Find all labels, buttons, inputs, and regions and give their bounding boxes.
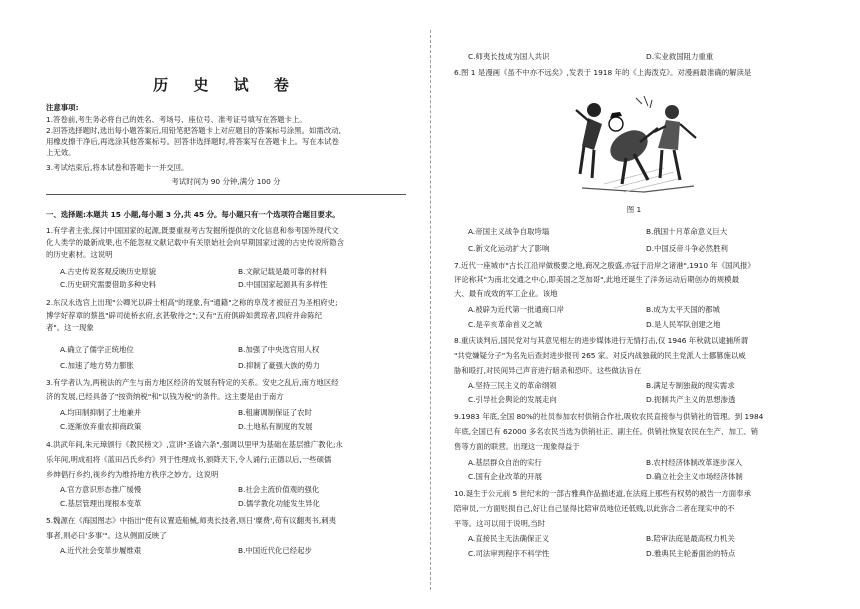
option-d: D.确立社会主义市场经济体制 [646, 472, 743, 481]
option-c: C.新文化运动扩大了影响 [468, 244, 550, 253]
section-rule [46, 194, 406, 195]
question-line: 乡绅倡行乡约,视乡约为维持地方秩序之妙方。这说明 [46, 470, 219, 479]
option-c: C.司法审判程序不科学性 [468, 549, 550, 558]
option-d: D.中国反帝斗争必然胜利 [646, 244, 728, 253]
option-c: C.师夷长技成为国人共识 [468, 52, 550, 61]
page-title: 历 史 试 卷 [153, 76, 299, 94]
option-b: B.成为太平天国的都城 [646, 305, 720, 314]
option-b: B.文献记载是最可靠的材料 [238, 267, 327, 276]
option-a: A.被辟为近代第一批通商口岸 [468, 305, 564, 314]
notes-line: 2.回答选择题时,选出每小题答案后,用铅笔把答题卡上对应题目的答案标号涂黑。如需改动, [46, 126, 341, 135]
option-a: A.坚持三民主义的革命纲领 [468, 381, 557, 390]
question-line: 7.近代一座城市"古长江沿岸做极要之地,商况之殷盛,亦冠于沿岸之诸港",1910 年《国风报》 [454, 261, 755, 270]
question-line: 售等方面的联营。出现这一现象得益于 [454, 442, 580, 451]
notes-line: 3.考试结束后,将本试卷和答题卡一并交回。 [46, 163, 189, 172]
column-divider [430, 30, 431, 590]
option-b: B.陪审法庭是最高权力机关 [646, 534, 735, 543]
notes-line: 用橡皮擦干净后,再选涂其他答案标号。回答非选择题时,将答案写在答题卡上。写在本试卷 [46, 137, 339, 146]
option-a: A.直接民主无法确保正义 [468, 534, 550, 543]
question-line: 平等。这可以用于说明,当时 [454, 519, 546, 528]
option-a: A.官方意识形态推广缓慢 [60, 485, 142, 494]
question-line: 济的发展,已经具备了"按资纳税"和"以钱为税"的条件。这主要是由于南方 [46, 392, 284, 401]
question-line: 胁和殴打,对民间异己声音进行暗杀和恐吓。这些做法旨在 [454, 366, 642, 375]
option-d: D.土地私有制度的发展 [238, 422, 313, 431]
cartoon-figure [574, 88, 702, 200]
question-line: 4.洪武年间,朱元璋颁行《教民榜文》,宣讲"圣谕六条",强调以里甲为基础在基层推广教化;永 [46, 440, 343, 449]
option-c: C.逐渐放弃重农抑商政策 [60, 422, 142, 431]
question-line: 9.1983 年底,全国 80%的社员参加农村供销合作社,吸收农民直接参与供销社的管理。到 1984 [454, 412, 764, 421]
question-line: 5.魏源在《海国图志》中指出"使有议置造船械,师夷长技者,则日'糜费',苟有议翻夷书,刺夷 [46, 516, 336, 525]
exam-time: 考试时间为 90 分钟,满分 100 分 [171, 177, 281, 186]
question-line: 者"。这一现象 [46, 323, 94, 332]
question-line: 的历史素材。这说明 [46, 250, 113, 259]
question-line: 事者,则必曰'多事'"。这从侧面反映了 [46, 531, 167, 540]
option-d: D.抑制了豪强大族的势力 [238, 361, 320, 370]
option-d: D.雅典民主轮番面治的特点 [646, 549, 736, 558]
notes-line: 上无效。 [46, 148, 76, 157]
option-b: B.农村经济体制改革逐步深入 [646, 458, 743, 467]
figure-caption: 图 1 [626, 205, 642, 214]
option-b: B.社会主流价值观的强化 [238, 485, 320, 494]
option-b: B.满足专制独裁的现实需求 [646, 381, 735, 390]
question-line: 3.有学者认为,两税法的产生与南方地区经济的发展有特定的关系。安史之乱后,南方地区经 [46, 378, 339, 387]
question-line: 化人类学的最新成果,也不能忽视文献记载中有关原始社会向早期国家过渡的古史传说所隐含 [46, 238, 344, 247]
option-b: B.租庸调制保证了农时 [238, 408, 312, 417]
question-line: 1.有学者主张,探讨中国国家的起源,既要重视考古发掘所提供的文化信息和参考国外现代文 [46, 226, 339, 235]
option-a: A.基层群众自治的实行 [468, 458, 542, 467]
question-line: 评论称其"为南北交通之中心,即美国之芝加哥",此地还诞生了洋务运动后期创办的规模最 [454, 275, 739, 284]
question-line: "共党嫌疑分子"为名先后查封进步报刊 265 家。对反内战独裁的民主党派人士挪篡施以威 [454, 351, 746, 360]
question-line: 6.图 1 是漫画《虽不中亦不远矣》,发表于 1918 年的《上海泼克》。对漫画最准确的解读是 [454, 68, 752, 77]
notes-heading: 注意事项: [46, 103, 79, 112]
question-line: 大、最有成效的军工企业。该地 [454, 289, 558, 298]
option-c: C.引导社会舆论的发展走向 [468, 395, 557, 404]
option-c: C.历史研究需要借助多种史料 [60, 280, 157, 289]
option-a: A.近代社会变革步履维艰 [60, 546, 142, 555]
question-line: 乐年间,明成祖将《蓝田吕氏乡约》列于性理成书,颁降天下,令人诵行;正德以后,一些硕儒 [46, 455, 332, 464]
question-line: 10.诞生于公元前 5 世纪末的一部古雅典作品描述道,在法庭上那些有权势的被告一方面奉承 [454, 489, 751, 498]
question-line: 2.东汉永选官上出现"公卿光以辟士相高"的现象,有"通籍"之称的阜茂才被征召为圣相府史; [46, 298, 338, 307]
section-heading: 一、选择题:本题共 15 小题,每小题 3 分,共 45 分。每小题只有一个选项符合题目要求。 [46, 210, 340, 219]
option-b: B.俄国十月革命意义巨大 [646, 227, 728, 236]
option-c: C.国有企业改革的开展 [468, 472, 543, 481]
question-line: 8.重庆谈判后,国民党对与其意见相左的进步媒体进行无情打击,仅 1946 年秋就以逮捕所谓 [454, 336, 748, 345]
option-d: D.中国国家起源具有多样性 [238, 280, 328, 289]
option-a: A.古史传说客观反映历史原貌 [60, 267, 156, 276]
option-d: D.扼制共产主义的思想渗透 [646, 395, 736, 404]
option-a: A.确立了儒学正统地位 [60, 345, 134, 354]
option-c: C.基层管理出现根本变革 [60, 499, 142, 508]
option-d: D.是人民军队创建之地 [646, 320, 721, 329]
option-d: D.实业救国阻力重重 [646, 52, 714, 61]
question-line: 博学好荐章的蔡邕"辟司徒桥玄府,玄甚敬待之";又有"五府俱辟如黄琼者,四府并命陈纪 [46, 311, 323, 320]
option-b: B.加强了中央选官用人权 [238, 345, 320, 354]
option-a: A.均田制抑制了土地兼并 [60, 408, 142, 417]
option-c: C.是辛亥革命首义之城 [468, 320, 543, 329]
option-d: D.儒学教化功能发生异化 [238, 499, 320, 508]
option-a: A.帝国主义战争自取垮塌 [468, 227, 550, 236]
notes-line: 1.答卷前,考生务必将自己的姓名、考场号、座位号、准考证号填写在答题卡上。 [46, 115, 307, 124]
option-c: C.加速了地方势力膨胀 [60, 361, 135, 370]
question-line: 年底,全国已有 62000 多名农民当选为供销社正、副主任。供销社恢复农民在生产、加工、销 [454, 427, 759, 436]
option-b: B.中国近代化已经起步 [238, 546, 312, 555]
question-line: 陪审员,一方面贬损自己,好让自己显得比陪审员地位还低贱,以此弥合二者在现实中的不 [454, 504, 735, 513]
